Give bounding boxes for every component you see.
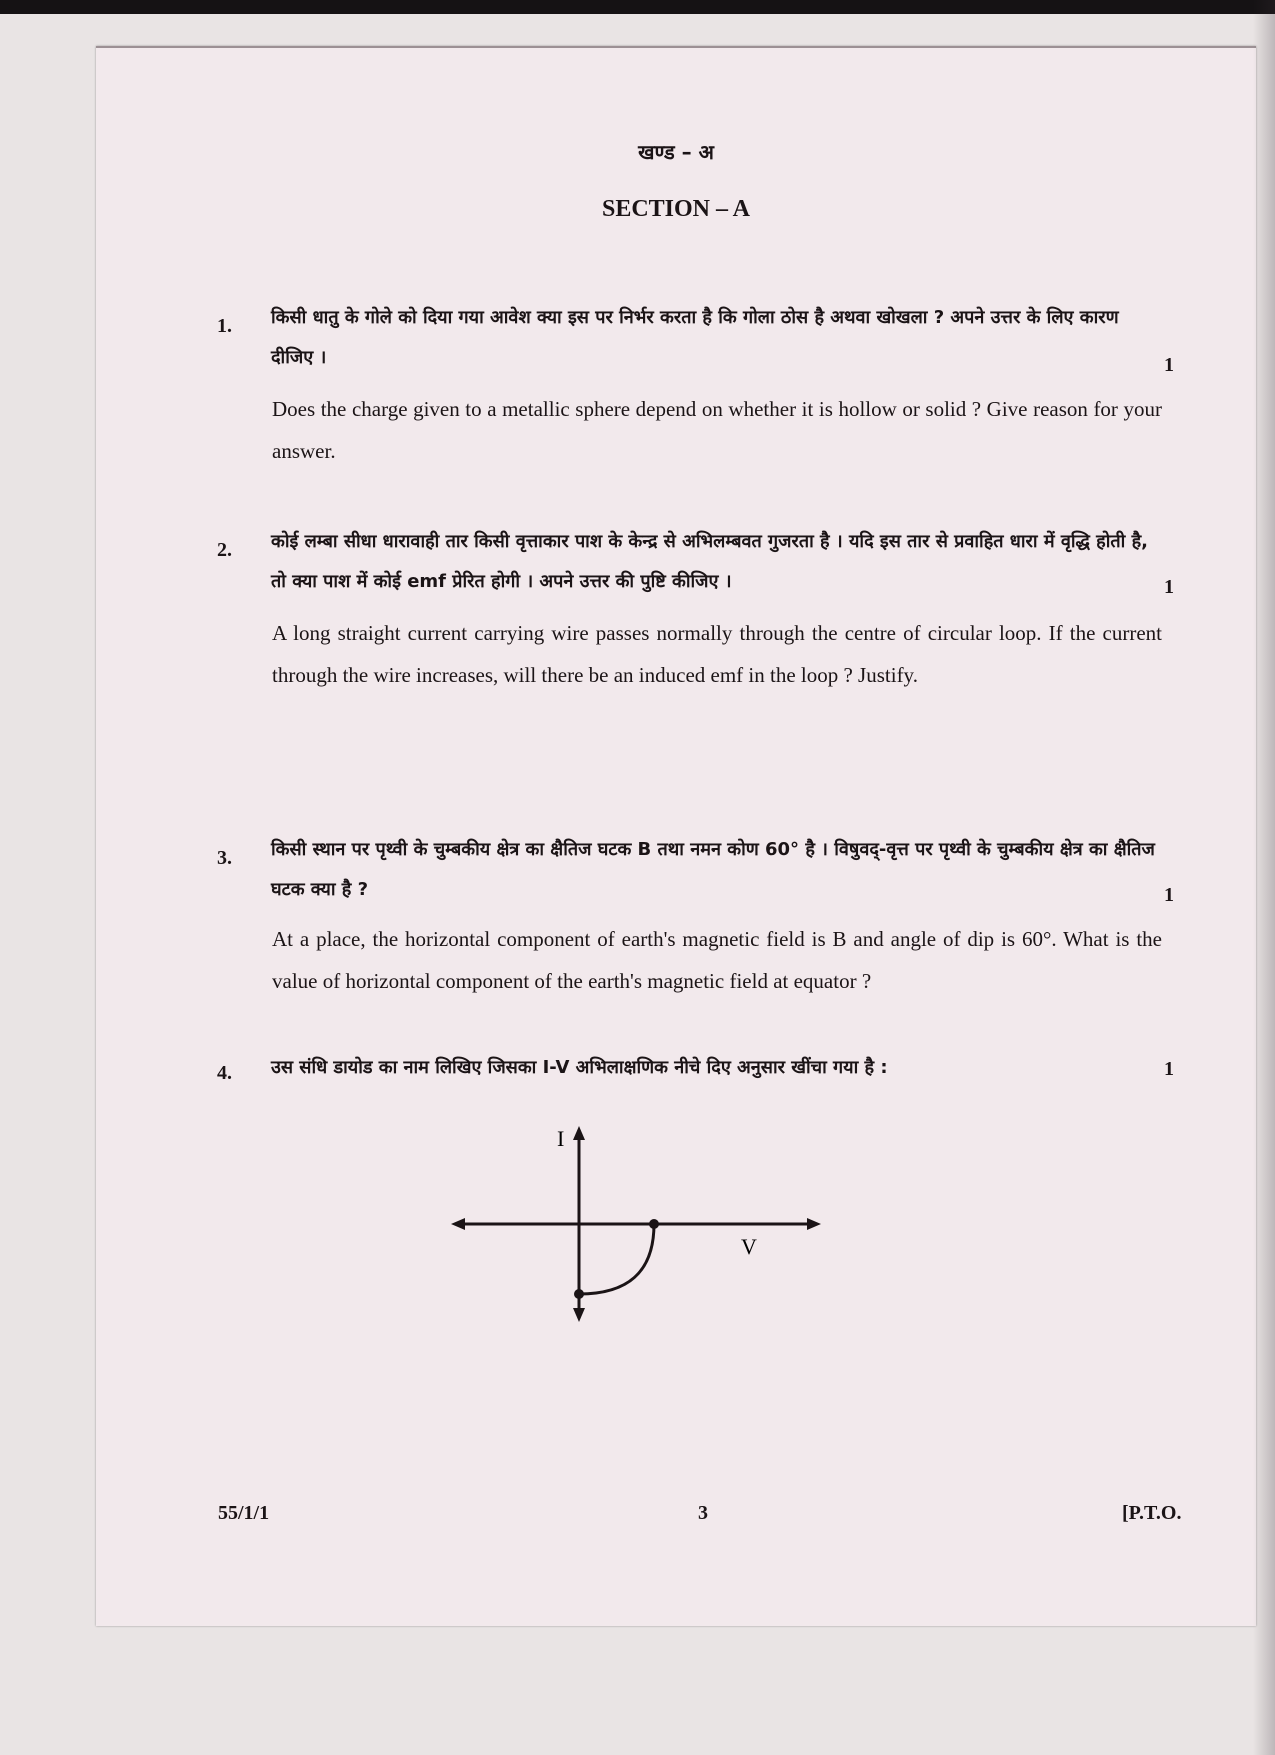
diode-iv-graph <box>451 1124 821 1324</box>
page-edge-line <box>96 46 1256 48</box>
question-number: 1. <box>217 315 232 337</box>
question-text-english: A long straight current carrying wire passes normally through the centre of circular loop. If the current through the wire increases, will there be an induced emf in the loop ? Justify. <box>272 621 1162 687</box>
y-axis-label: I <box>557 1126 565 1151</box>
curve-point-axis <box>649 1219 659 1229</box>
exam-page <box>96 46 1256 1626</box>
question-text-english: Does the charge given to a metallic sphere depend on whether it is hollow or solid ? Give reason for your answer. <box>272 397 1162 463</box>
question-number: 4. <box>217 1062 232 1084</box>
curve-point-current <box>574 1289 584 1299</box>
x-axis-arrow-left <box>451 1218 465 1230</box>
section-title-english: SECTION – A <box>601 196 751 222</box>
y-axis-arrow-up <box>573 1126 585 1140</box>
section-title-hindi: खण्ड – अ <box>638 140 714 164</box>
question-text-hindi: किसी धातु के गोले को दिया गया आवेश क्या इस पर निर्भर करता है कि गोला ठोस है अथवा खोखला ? अपने उत्तर के लिए कारण दीजिए । <box>271 307 1119 368</box>
question-number: 3. <box>217 847 232 869</box>
x-axis-label: V <box>741 1234 757 1259</box>
scan-top-edge <box>0 0 1275 14</box>
scan-right-shadow <box>1253 0 1275 1755</box>
x-axis-arrow-right <box>807 1218 821 1230</box>
question-marks: 1 <box>1164 354 1174 376</box>
question-marks: 1 <box>1164 1058 1174 1080</box>
paper-code: 55/1/1 <box>218 1502 270 1524</box>
iv-curve <box>579 1224 654 1294</box>
question-marks: 1 <box>1164 884 1174 906</box>
question-text-hindi: कोई लम्बा सीधा धारावाही तार किसी वृत्ताकार पाश के केन्द्र से अभिलम्बवत गुजरता है । यदि इस तार से प्रवाहित धारा में वृद्धि होती है, तो क्या पाश में कोई emf प्रेरित होगी । अपने उत्तर की पुष्टि कीजिए । <box>271 531 1148 592</box>
y-axis-arrow-down <box>573 1308 585 1322</box>
question-text-english: At a place, the horizontal component of earth's magnetic field is B and angle of dip is 60°. What is the value of horizontal component of the earth's magnetic field at equator ? <box>272 927 1162 993</box>
question-number: 2. <box>217 539 232 561</box>
page-number: 3 <box>698 1502 708 1524</box>
please-turn-over: [P.T.O. <box>1122 1502 1182 1524</box>
question-text-hindi: उस संधि डायोड का नाम लिखिए जिसका I-V अभिलाक्षणिक नीचे दिए अनुसार खींचा गया है : <box>271 1057 888 1078</box>
question-text-hindi: किसी स्थान पर पृथ्वी के चुम्बकीय क्षेत्र का क्षैतिज घटक B तथा नमन कोण 60° है । विषुवद्-वृत्त पर पृथ्वी के चुम्बकीय क्षेत्र का क्षैतिज घटक क्या है ? <box>271 839 1155 900</box>
question-marks: 1 <box>1164 576 1174 598</box>
